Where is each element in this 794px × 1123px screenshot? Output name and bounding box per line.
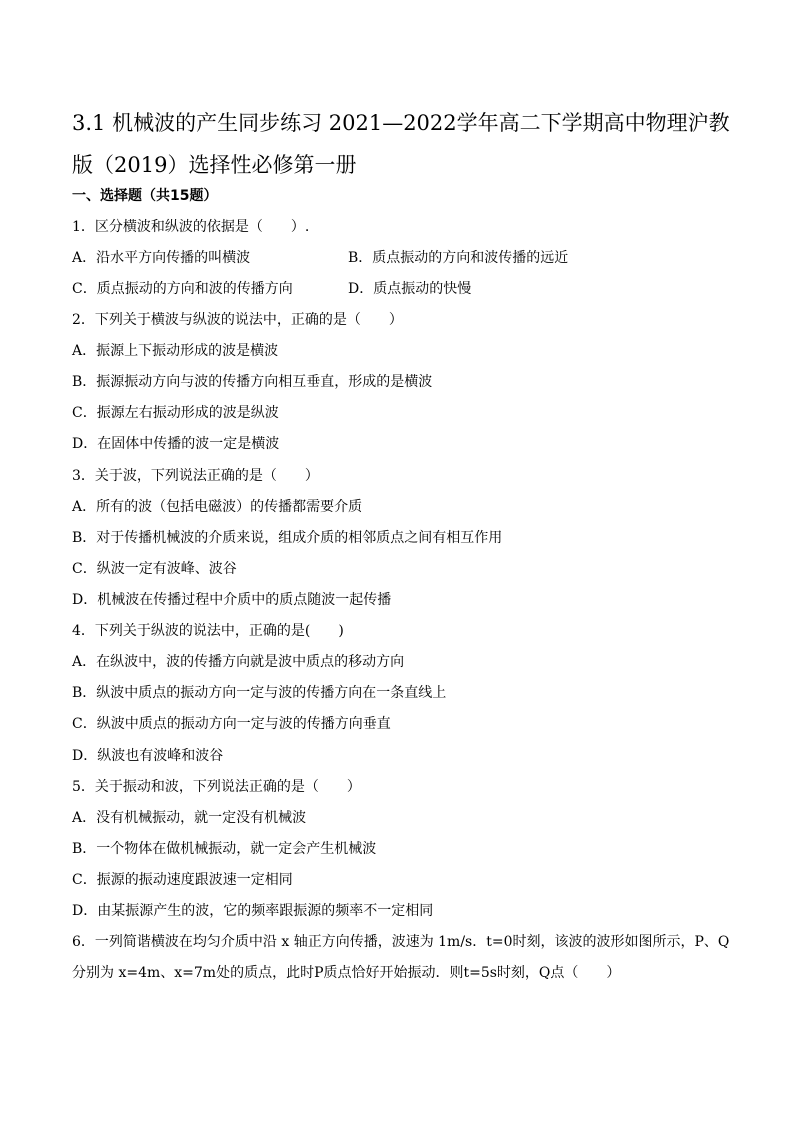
q4-option-a: A．在纵波中，波的传播方向就是波中质点的移动方向: [72, 654, 405, 670]
q5-option-a: A．没有机械振动，就一定没有机械波: [72, 810, 307, 826]
q5-option-d: D．由某振源产生的波，它的频率跟振源的频率不一定相同: [72, 903, 434, 919]
q6-stem-line-2: 分别为 x=4m、x=7m处的质点，此时P质点恰好开始振动．则t=5s时刻，Q点（ ）: [72, 965, 621, 981]
q3-option-b: B．对于传播机械波的介质来说，组成介质的相邻质点之间有相互作用: [72, 530, 503, 546]
q2-option-a: A．振源上下振动形成的波是横波: [72, 343, 279, 359]
q2-option-d: D．在固体中传播的波一定是横波: [72, 436, 280, 452]
q1-option-b: B．质点振动的方向和波传播的远近: [348, 250, 569, 266]
q3-option-a: A．所有的波（包括电磁波）的传播都需要介质: [72, 499, 363, 515]
q3-option-c: C．纵波一定有波峰、波谷: [72, 561, 237, 577]
q1-stem: 1．区分横波和纵波的依据是（ ）.: [72, 219, 310, 235]
q5-stem: 5．关于振动和波，下列说法正确的是（ ）: [72, 779, 361, 795]
q3-stem: 3．关于波，下列说法正确的是（ ）: [72, 468, 319, 484]
q1-option-d: D．质点振动的快慢: [348, 281, 472, 297]
q2-option-c: C．振源左右振动形成的波是纵波: [72, 405, 279, 421]
q4-option-c: C．纵波中质点的振动方向一定与波的传播方向垂直: [72, 716, 391, 732]
q3-option-d: D．机械波在传播过程中介质中的质点随波一起传播: [72, 592, 392, 608]
q5-option-c: C．振源的振动速度跟波速一定相同: [72, 872, 293, 888]
document-title: 3.1 机械波的产生同步练习 2021—2022学年高二下学期高中物理沪教版（2019）选择性必修第一册: [72, 111, 730, 177]
q5-option-b: B．一个物体在做机械振动，就一定会产生机械波: [72, 841, 377, 857]
q4-option-d: D．纵波也有波峰和波谷: [72, 748, 224, 764]
q1-option-c: C．质点振动的方向和波的传播方向: [72, 281, 293, 297]
q2-stem: 2．下列关于横波与纵波的说法中，正确的是（ ）: [72, 312, 403, 328]
q2-option-b: B．振源振动方向与波的传播方向相互垂直，形成的是横波: [72, 374, 433, 390]
section-heading: 一、选择题（共15题）: [72, 188, 218, 204]
q4-option-b: B．纵波中质点的振动方向一定与波的传播方向在一条直线上: [72, 685, 447, 701]
q4-stem: 4．下列关于纵波的说法中，正确的是( ): [72, 623, 344, 639]
q6-stem-line-1: 6．一列简谐横波在均匀介质中沿 x 轴正方向传播，波速为 1m/s．t=0时刻，该波的波形如图所示，P、Q: [72, 934, 730, 950]
q1-option-a: A．沿水平方向传播的叫横波: [72, 250, 251, 266]
